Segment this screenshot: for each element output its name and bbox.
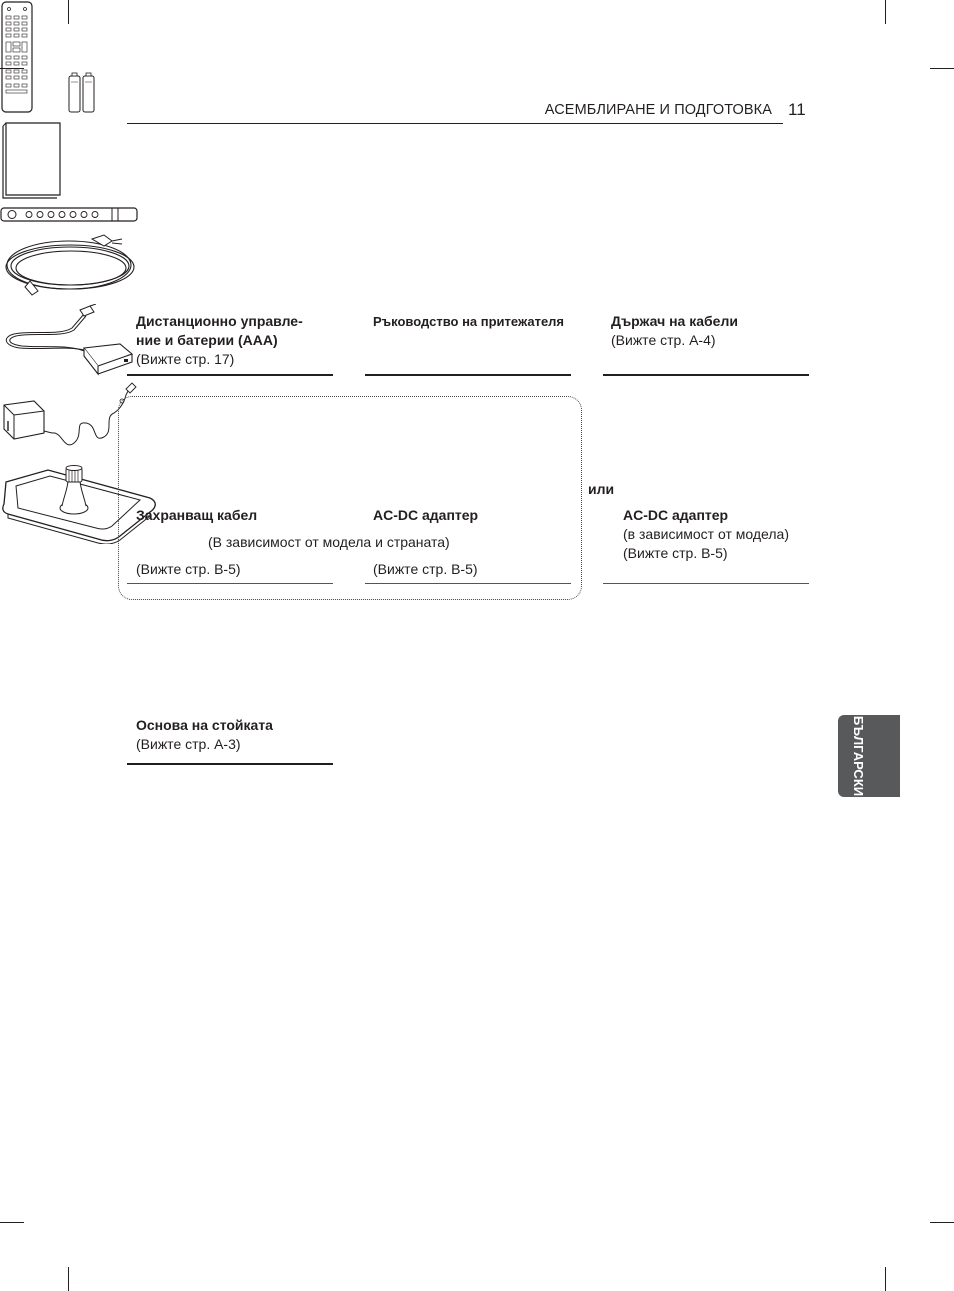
item-rule (603, 374, 809, 376)
crop-mark (0, 68, 24, 69)
language-tab-label: БЪЛГАРСКИ (851, 715, 866, 797)
manual-book-icon (0, 119, 64, 201)
power-cord-icon (0, 229, 142, 299)
crop-mark (68, 1267, 69, 1291)
power-cord-title: Захранващ кабел (136, 507, 258, 523)
language-tab (838, 715, 900, 797)
stand-base-title: Основа на стойката (136, 717, 273, 733)
crop-mark (885, 0, 886, 24)
group-note: (В зависимост от модела и страната) (208, 534, 450, 550)
crop-mark (930, 68, 954, 69)
crop-mark (0, 1222, 24, 1223)
adapter-b-ref: (Вижте стр. B-5) (623, 545, 728, 561)
cable-holder-icon (0, 206, 140, 224)
item-rule (603, 583, 809, 584)
page-number: 11 (788, 100, 806, 119)
remote-control-icon (0, 0, 64, 114)
manual-title: Ръководство на притежателя (373, 314, 565, 329)
item-rule (127, 763, 333, 765)
adapter-b-note: (в зависимост от модела) (623, 526, 789, 542)
remote-ref: (Вижте стр. 17) (136, 351, 235, 367)
aaa-battery-icon (68, 72, 96, 114)
item-rule (365, 374, 571, 376)
adapter-b-title: AC-DC адаптер (623, 507, 729, 523)
item-rule (127, 374, 333, 376)
adapter-a-title: AC-DC адаптер (373, 507, 479, 523)
item-rule (365, 583, 571, 584)
ac-dc-adapter-icon (0, 304, 136, 376)
crop-mark (885, 1267, 886, 1291)
crop-mark (68, 0, 69, 24)
or-label: или (588, 481, 615, 497)
header-rule (127, 123, 783, 124)
remote-title-line1: Дистанционно управле- (136, 313, 303, 329)
section-title: АСЕМБЛИРАНЕ И ПОДГОТОВКА (544, 102, 772, 118)
remote-title-line2: ние и батерии (AAA) (136, 332, 278, 348)
adapter-a-ref: (Вижте стр. B-5) (373, 561, 478, 577)
cable-holder-ref: (Вижте стр. A-4) (611, 332, 716, 348)
stand-base-ref: (Вижте стр. A-3) (136, 736, 241, 752)
power-cord-ref: (Вижте стр. B-5) (136, 561, 241, 577)
item-rule (127, 583, 333, 584)
cable-holder-title: Държач на кабели (611, 313, 738, 329)
crop-mark (930, 1222, 954, 1223)
